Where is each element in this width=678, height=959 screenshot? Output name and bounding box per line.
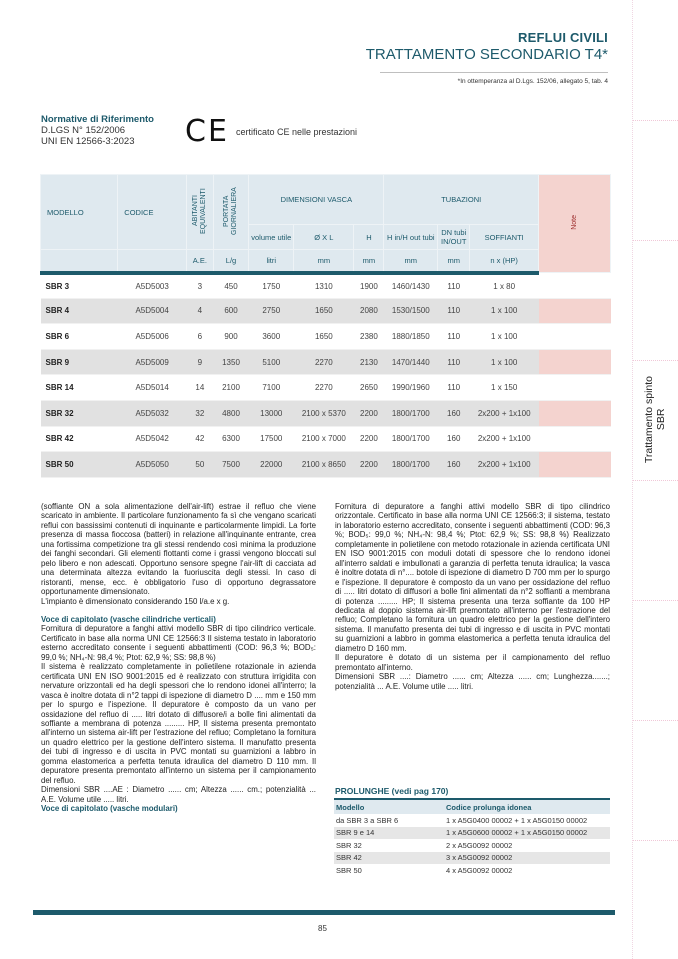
cell-codice: A5D5042 bbox=[118, 426, 187, 452]
cell-codice-prolunga: 1 x A5G0600 00002 + 1 x A5G0150 00002 bbox=[444, 827, 610, 840]
cell-portata: 6300 bbox=[213, 426, 248, 452]
cell-modello: SBR 4 bbox=[41, 298, 118, 324]
cell-h: 2200 bbox=[354, 426, 384, 452]
paragraph: (soffiante ON a sola alimentazione dell'air-lift) estrae il refluo che viene scaricato in ambiente. Il particolare funzionamento fa sì che vengano scaricati reflui con bassissimi contenuti di inquinante e particolarmente limpidi. La forte presenza di massa fioccosa (batteri) in relazione all'inquinante entrante, crea una fortissima competizione tra gli stessi rendendo così minima la produzione dei fanghi secondari. Gli elementi flottanti come i grassi vengono bloccati sul pelo libero e non adescati. Opportuno sensore spegne l'air-lift di cacciata ad una determinata altezza evitando la fuoriuscita degli stessi. In caso di ristoranti, mense, ecc. è obbligatorio l'uso di opportuno degrassatore opportunamente dimensionato. bbox=[41, 502, 316, 597]
unit-dn: mm bbox=[438, 250, 470, 273]
paragraph: L'impianto è dimensionato considerando 150 l/a.e x g. bbox=[41, 596, 230, 606]
cell-modello: SBR 32 bbox=[336, 840, 362, 850]
cell-hinout: 1470/1440 bbox=[384, 349, 438, 375]
table-row bbox=[41, 400, 611, 426]
unit-oxl: mm bbox=[294, 250, 354, 273]
header-abitanti: ABITANTI EQUIVALENTI bbox=[186, 175, 213, 250]
unit-empty bbox=[41, 250, 118, 273]
cell-portata: 2100 bbox=[213, 375, 248, 401]
header-soffianti: SOFFIANTI bbox=[470, 225, 539, 250]
unit-empty bbox=[118, 250, 187, 273]
cell-h: 2130 bbox=[354, 349, 384, 375]
page-header bbox=[366, 30, 608, 63]
unit-h: mm bbox=[354, 250, 384, 273]
section-title: Voce di capitolato (vasche cilindriche verticali) bbox=[41, 614, 216, 624]
paragraph: Fornitura di depuratore a fanghi attivi modello SBR di tipo cilindrico verticale. Certificato in base alla norma UNI CE 12566:3 Il sistema testato in laboratorio esterno accreditato consente i seguenti abbattimenti (COD: 96,3 %; BOD₅: 99,0 %; NH₄-N: 98,4 %; Ptot: 62,9 %; SS: 98,8 %) bbox=[41, 624, 316, 662]
cell-codice-prolunga: 3 x A5G0092 00002 bbox=[444, 852, 610, 865]
cell-hinout: 1800/1700 bbox=[384, 400, 438, 426]
cell-h: 2080 bbox=[354, 298, 384, 324]
cell-volume: 5100 bbox=[249, 349, 294, 375]
unit-abitanti: A.E. bbox=[186, 250, 213, 273]
norm-line: UNI EN 12566-3:2023 bbox=[41, 136, 135, 147]
cell-soffianti: 1 x 80 bbox=[470, 273, 539, 299]
header-footnote: *In ottemperanza al D.Lgs. 152/06, allegato 5, tab. 4 bbox=[457, 78, 608, 85]
cell-volume: 3600 bbox=[249, 324, 294, 350]
unit-volume: litri bbox=[249, 250, 294, 273]
header-modello: MODELLO bbox=[41, 175, 118, 250]
cell-note bbox=[539, 298, 611, 324]
cell-ae: 4 bbox=[186, 298, 213, 324]
cell-codice: A5D5050 bbox=[118, 452, 187, 478]
cell-hinout: 1460/1430 bbox=[384, 273, 438, 299]
cell-soffianti: 1 x 100 bbox=[470, 349, 539, 375]
right-text-column bbox=[335, 502, 610, 691]
cell-note bbox=[539, 400, 611, 426]
side-tab-label: Trattamento spinto SBR bbox=[643, 376, 667, 464]
cell-codice: A5D5006 bbox=[118, 324, 187, 350]
cell-note bbox=[539, 426, 611, 452]
cell-soffianti: 1 x 150 bbox=[470, 375, 539, 401]
cell-soffianti: 1 x 100 bbox=[470, 324, 539, 350]
cell-codice: A5D5032 bbox=[118, 400, 187, 426]
side-tab-active[interactable] bbox=[632, 360, 678, 480]
cell-modello: SBR 50 bbox=[336, 865, 362, 875]
cell-oxl: 2100 x 8650 bbox=[294, 452, 354, 478]
cell-oxl: 2270 bbox=[294, 349, 354, 375]
cell-volume: 1750 bbox=[249, 273, 294, 299]
cell-note bbox=[539, 375, 611, 401]
cell-ae: 6 bbox=[186, 324, 213, 350]
cell-ae: 14 bbox=[186, 375, 213, 401]
cell-oxl: 1310 bbox=[294, 273, 354, 299]
norm-line: D.LGS N° 152/2006 bbox=[41, 125, 126, 136]
ce-mark-icon: CE bbox=[185, 114, 229, 149]
tab-divider bbox=[633, 600, 678, 601]
cell-modello: SBR 9 bbox=[41, 349, 118, 375]
cell-modello: SBR 3 bbox=[41, 273, 118, 299]
left-text-column bbox=[41, 502, 316, 814]
cell-ae: 42 bbox=[186, 426, 213, 452]
cell-codice: A5D5014 bbox=[118, 375, 187, 401]
cell-dn: 160 bbox=[438, 426, 470, 452]
cell-portata: 4800 bbox=[213, 400, 248, 426]
header-tubazioni: TUBAZIONI bbox=[384, 175, 539, 225]
unit-soffianti: n x (HP) bbox=[470, 250, 539, 273]
cell-modello: SBR 42 bbox=[334, 852, 444, 865]
cell-oxl: 2270 bbox=[294, 375, 354, 401]
cell-codice: A5D5003 bbox=[118, 273, 187, 299]
cell-h: 2650 bbox=[354, 375, 384, 401]
cell-hinout: 1800/1700 bbox=[384, 452, 438, 478]
prolunghe-row bbox=[334, 814, 610, 827]
cell-modello: da SBR 3 a SBR 6 bbox=[336, 815, 399, 825]
cell-dn: 160 bbox=[438, 400, 470, 426]
paragraph: Il sistema è realizzato completamente in polietilene rotazionale in azienda certificata UNI EN ISO 9001:2015 ed è realizzato con struttura irrigidita con nervature orizzontali ed ha degli spessori che lo rendono idonei all'interro; la vasca è inoltre dotata di n°2 tappi di ispezione di diametro D .... mm e 150 mm per lo spurgo e l'ispezione. Il depuratore è composto da un vano per ossidazione del refluo di ..... litri dotato di diffusore/i a bolle fini alimentati da soffiante a membrana di potenza ......... HP, Il sistema presenta premontato all'interno un sistema air-lift per l'estrazione del refluo; Completano la fornitura un quadro elettrico per la gestione dell'intero sistema. Il manufatto presenta dei tubi di ingresso e di uscita in PVC montati su guarnizioni a labbro in gomma elastomerica a perfetta tenuta idraulica del diametro D 110 mm. Il depuratore presenta premontato all'interno un sistema per il campionamento del refluo. bbox=[41, 662, 316, 785]
header-oxl: Ø X L bbox=[294, 225, 354, 250]
header-dn: DN tubi IN/OUT bbox=[438, 225, 470, 250]
norms-title: Normative di Riferimento bbox=[41, 114, 154, 125]
cell-portata: 450 bbox=[213, 273, 248, 299]
table-row bbox=[41, 298, 611, 324]
tab-divider bbox=[633, 480, 678, 481]
cell-note bbox=[539, 452, 611, 478]
cell-modello: SBR 6 bbox=[41, 324, 118, 350]
cell-portata: 1350 bbox=[213, 349, 248, 375]
prolunghe-table bbox=[334, 798, 610, 877]
tab-divider bbox=[633, 120, 678, 121]
norms-block bbox=[41, 114, 154, 147]
cell-hinout: 1880/1850 bbox=[384, 324, 438, 350]
table-row bbox=[41, 375, 611, 401]
paragraph: Il depuratore è dotato di un sistema per il campionamento del refluo premontato all'interno. bbox=[335, 653, 610, 672]
unit-hinout: mm bbox=[384, 250, 438, 273]
header-portata: PORTATA GIORNALIERA bbox=[213, 175, 248, 250]
header-volume: volume utile bbox=[249, 225, 294, 250]
cell-volume: 13000 bbox=[249, 400, 294, 426]
paragraph: Dimensioni SBR ....: Diametro ...... cm; Altezza ...... cm; Lunghezza.......; potenzialità ... A.E. Volume utile ..... litri. bbox=[335, 672, 610, 691]
cell-dn: 110 bbox=[438, 298, 470, 324]
cell-codice: A5D5009 bbox=[118, 349, 187, 375]
cell-h: 1900 bbox=[354, 273, 384, 299]
cell-hinout: 1530/1500 bbox=[384, 298, 438, 324]
cell-hinout: 1800/1700 bbox=[384, 426, 438, 452]
cell-portata: 900 bbox=[213, 324, 248, 350]
cell-portata: 7500 bbox=[213, 452, 248, 478]
header-note: Note bbox=[539, 175, 611, 273]
tab-divider bbox=[633, 840, 678, 841]
header-hinout: H in/H out tubi bbox=[384, 225, 438, 250]
page-title: REFLUI CIVILI bbox=[518, 30, 608, 45]
tab-divider bbox=[633, 720, 678, 721]
prolunghe-row bbox=[334, 827, 610, 840]
cell-dn: 110 bbox=[438, 375, 470, 401]
cell-volume: 22000 bbox=[249, 452, 294, 478]
prolunghe-title: PROLUNGHE (vedi pag 170) bbox=[335, 786, 449, 796]
cell-dn: 110 bbox=[438, 349, 470, 375]
cell-soffianti: 2x200 + 1x100 bbox=[470, 400, 539, 426]
cell-note bbox=[539, 349, 611, 375]
cell-ae: 9 bbox=[186, 349, 213, 375]
cell-oxl: 1650 bbox=[294, 298, 354, 324]
prolunghe-row bbox=[334, 839, 610, 852]
cell-modello: SBR 9 e 14 bbox=[334, 827, 444, 840]
cell-note bbox=[539, 273, 611, 299]
cell-volume: 17500 bbox=[249, 426, 294, 452]
unit-portata: L/g bbox=[213, 250, 248, 273]
cell-codice: A5D5004 bbox=[118, 298, 187, 324]
prolunghe-row bbox=[334, 852, 610, 865]
section-title: Voce di capitolato (vasche modulari) bbox=[41, 804, 178, 814]
cell-oxl: 2100 x 7000 bbox=[294, 426, 354, 452]
cell-modello: SBR 32 bbox=[41, 400, 118, 426]
cell-soffianti: 2x200 + 1x100 bbox=[470, 452, 539, 478]
footer-bar bbox=[33, 910, 615, 915]
cell-modello: SBR 50 bbox=[41, 452, 118, 478]
cell-dn: 110 bbox=[438, 273, 470, 299]
paragraph: Dimensioni SBR ....AE : Diametro ...... cm; Altezza ...... cm.; potenzialità ... A.E. Volume utile ..... litri. bbox=[41, 785, 316, 804]
tab-divider bbox=[633, 240, 678, 241]
cell-soffianti: 1 x 100 bbox=[470, 298, 539, 324]
page-subtitle: TRATTAMENTO SECONDARIO T4* bbox=[365, 46, 608, 63]
cell-codice-prolunga: 1 x A5G0400 00002 + 1 x A5G0150 00002 bbox=[446, 815, 588, 825]
cell-ae: 50 bbox=[186, 452, 213, 478]
cell-modello: SBR 14 bbox=[41, 375, 118, 401]
cell-modello: SBR 42 bbox=[41, 426, 118, 452]
cell-h: 2200 bbox=[354, 400, 384, 426]
cell-dn: 160 bbox=[438, 452, 470, 478]
page-number: 85 bbox=[318, 924, 327, 933]
cell-oxl: 2100 x 5370 bbox=[294, 400, 354, 426]
prolunghe-row bbox=[334, 864, 610, 877]
models-table bbox=[40, 174, 611, 478]
cell-h: 2200 bbox=[354, 452, 384, 478]
cell-ae: 3 bbox=[186, 273, 213, 299]
prolunghe-header-codice: Codice prolunga idonea bbox=[444, 799, 610, 814]
table-row bbox=[41, 273, 611, 299]
table-row bbox=[41, 426, 611, 452]
cell-note bbox=[539, 324, 611, 350]
header-dimensioni: DIMENSIONI VASCA bbox=[249, 175, 384, 225]
prolunghe-header-modello: Modello bbox=[334, 799, 444, 814]
ce-certification-text: certificato CE nelle prestazioni bbox=[236, 127, 358, 137]
table-row bbox=[41, 452, 611, 478]
cell-ae: 32 bbox=[186, 400, 213, 426]
cell-dn: 110 bbox=[438, 324, 470, 350]
cell-h: 2380 bbox=[354, 324, 384, 350]
cell-codice-prolunga: 2 x A5G0092 00002 bbox=[446, 840, 513, 850]
paragraph: Fornitura di depuratore a fanghi attivi modello SBR di tipo cilindrico orizzontale. Certificato in base alla norma UNI CE 12566:3; il sistema, testato in laboratorio esterno accreditato, consente i seguenti abbattimenti (COD: 96,3 %; BOD₅: 99,0 %; NH₄-N: 98,4 %; Ptot: 62,9 %; SS: 98,8 %) Realizzato completamente in polietilene con metodo rotazionale in azienda certificata UNI EN ISO 9001:2015 con moduli dotati di spessore che lo rendono idonei all'interro saldati e imbullonati a garanzia di perfetta tenuta idraulica; la vasca è inoltre dotata di n°.... botole di ispezione di diametro D 700 mm per lo spurgo e l'ispezione. Il depuratore è composto da un vano per ossidazione del refluo di ..... litri dotato di diffusori a bolle fini alimentati da n°2 soffianti a membrana di potenza ......... HP; Il sistema presenta una terza soffiante da 100 HP dedicata al doppio sistema air-lift premontato all'interno per l'estrazione del refluo; Completano la fornitura un quadro elettrico per la gestione dell'intero sistema. Il manufatto presenta dei tubi di ingresso e di uscita in PVC montati su guarnizioni a labbro in gomma elastomerica a perfetta tenuta idraulica del diametro D 160 mm. bbox=[335, 502, 610, 653]
cell-soffianti: 2x200 + 1x100 bbox=[470, 426, 539, 452]
cell-portata: 600 bbox=[213, 298, 248, 324]
table-row bbox=[41, 324, 611, 350]
cell-volume: 2750 bbox=[249, 298, 294, 324]
header-divider bbox=[380, 72, 608, 73]
header-codice: CODICE bbox=[118, 175, 187, 250]
cell-oxl: 1650 bbox=[294, 324, 354, 350]
cell-codice-prolunga: 4 x A5G0092 00002 bbox=[446, 865, 513, 875]
cell-hinout: 1990/1960 bbox=[384, 375, 438, 401]
cell-volume: 7100 bbox=[249, 375, 294, 401]
header-h: H bbox=[354, 225, 384, 250]
table-row bbox=[41, 349, 611, 375]
